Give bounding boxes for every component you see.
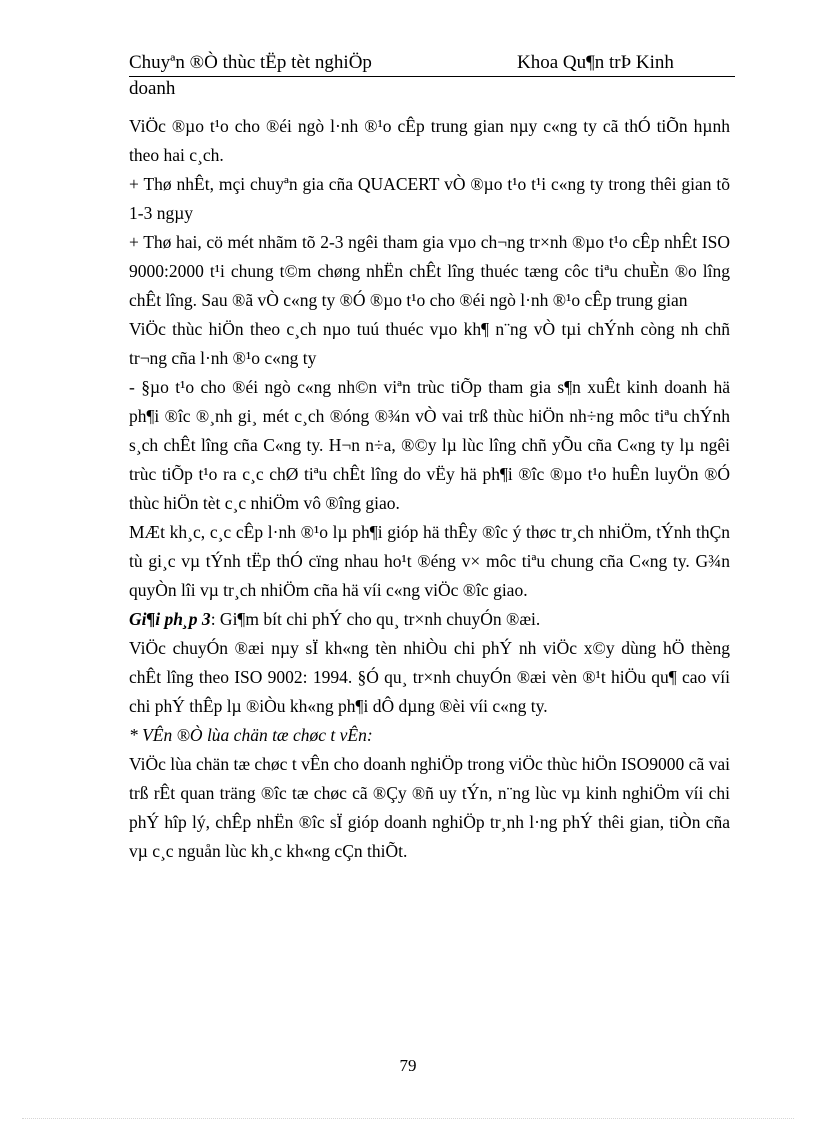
solution-line bbox=[129, 605, 730, 634]
paragraph: ViÖc chuyÓn ®æi nµy sÏ kh«ng tèn nhiÒu chi phÝ nh viÖc x©y dùng hÖ thèng chÊt lîng theo ISO 9002: 1994. §Ó qu¸ tr×nh chuyÓn ®æi vèn ®¹t hiÖu qu¶ cao víi chi phÝ thÊp lµ ®iÒu kh«ng ph¶i dÔ dµng ®èi víi c«ng ty. bbox=[129, 638, 730, 716]
header-left-text: Chuyªn ®Ò thùc tËp tèt nghiÖp bbox=[129, 52, 372, 73]
page-bottom-divider bbox=[22, 1118, 794, 1119]
solution-label: Gi¶i ph¸p 3 bbox=[129, 609, 211, 629]
paragraph: - §µo t¹o cho ®éi ngò c«ng nh©n viªn trùc tiÕp tham gia s¶n xuÊt kinh doanh hä ph¶i ®îc ®¸nh gi¸ mét c¸ch ®óng ®¾n vÒ vai trß thùc hiÖn nh÷ng môc tiªu chÝnh s¸ch chÊt lîng cña C«ng ty. H¬n n÷a, ®©y lµ lùc lîng chñ yÕu cña C«ng ty lµ ngêi trùc tiÕp t¹o ra c¸c chØ tiªu chÊt lîng do vËy hä ph¶i ®îc ®µo t¹o huÊn luyÖn ®Ó thùc hiÖn tèt c¸c nhiÖm vô ®îng giao. bbox=[129, 377, 730, 513]
solution-text: : Gi¶m bít chi phÝ cho qu¸ tr×nh chuyÓn ®æi. bbox=[210, 609, 541, 629]
paragraph: ViÖc ®µo t¹o cho ®éi ngò l·nh ®¹o cÊp trung gian nµy c«ng ty cã thÓ tiÕn hµnh theo hai c¸ch. bbox=[129, 116, 730, 165]
page-number: 79 bbox=[399, 1056, 417, 1075]
paragraph: ViÖc thùc hiÖn theo c¸ch nµo tuú thuéc vµo kh¶ n¨ng vÒ tµi chÝnh còng nh chñ tr¬ng cña l·nh ®¹o c«ng ty bbox=[129, 319, 730, 368]
subheading: * VÊn ®Ò lùa chän tæ chøc t vÊn: bbox=[129, 725, 373, 745]
header-right-text: Khoa Qu¶n trÞ Kinh bbox=[517, 52, 674, 73]
paragraph: MÆt kh¸c, c¸c cÊp l·nh ®¹o lµ ph¶i gióp hä thÊy ®îc ý thøc tr¸ch nhiÖm, tÝnh thÇn tù gi¸c vµ tÝnh tËp thÓ cïng nhau ho¹t ®éng v× môc tiªu chung cña C«ng ty. G¾n quyÒn lîi vµ tr¸ch nhiÖm cña hä víi c«ng viÖc ®îc giao. bbox=[129, 522, 730, 600]
running-header bbox=[129, 50, 735, 77]
paragraph: + Thø hai, cö mét nhãm tõ 2-3 ngêi tham gia vµo ch¬ng tr×nh ®µo t¹o cÊp nhÊt ISO 9000:2000 t¹i chung t©m chøng nhËn chÊt lîng thuéc tæng côc tiªu chuÈn ®o lîng chÊt lîng. Sau ®ã vÒ c«ng ty ®Ó ®µo t¹o cho ®éi ngò l·nh ®¹o cÊp trung gian bbox=[129, 232, 730, 310]
body-text bbox=[129, 112, 730, 866]
paragraph: ViÖc lùa chän tæ chøc t vÊn cho doanh nghiÖp trong viÖc thùc hiÖn ISO9000 cã vai trß rÊt quan träng ®îc tæ chøc cã ®Çy ®ñ uy tÝn, n¨ng lùc vµ kinh nghiÖm víi chi phÝ hîp lý, chÊp nhËn ®îc sÏ gióp doanh nghiÖp tr¸nh l·ng phÝ thêi gian, tiÒn cña vµ c¸c nguån lùc kh¸c kh«ng cÇn thiÕt. bbox=[129, 754, 730, 861]
paragraph: + Thø nhÊt, mçi chuyªn gia cña QUACERT vÒ ®µo t¹o t¹i c«ng ty trong thêi gian tõ 1-3 ngµy bbox=[129, 174, 730, 223]
header-continuation: doanh bbox=[129, 78, 176, 99]
